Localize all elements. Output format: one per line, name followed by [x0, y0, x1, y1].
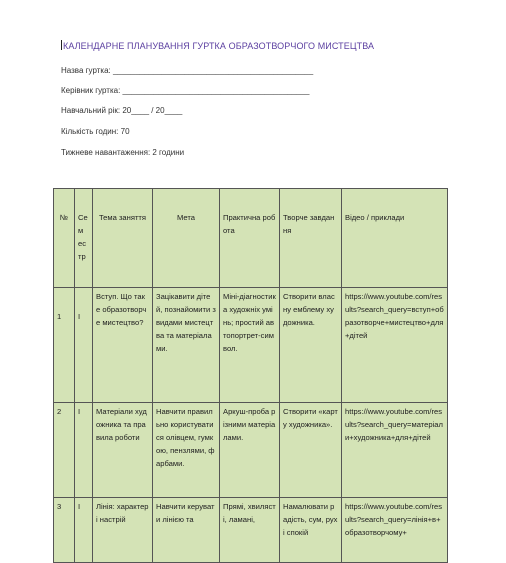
row-number: 3: [54, 498, 75, 563]
table-row: [54, 403, 448, 498]
header-topic: Тема заняття: [93, 189, 153, 288]
hours-count-field: Кількість годин: 70: [61, 127, 130, 136]
header-goal: Мета: [153, 189, 220, 288]
header-number: №: [54, 189, 75, 288]
row-semester: І: [75, 498, 93, 563]
row-goal: Навчити правильно користуватися олівцем, гумкою, пензлями, фарбами.: [153, 403, 220, 498]
header-creative: Творче завдання: [280, 189, 342, 288]
text-cursor: [61, 40, 62, 50]
row-goal: Зацікавити дітей, познайомити з видами мистецтва та матеріалами.: [153, 288, 220, 403]
document-title: [61, 40, 374, 51]
row-video-link[interactable]: https://www.youtube.com/results?search_query=лінія+в+образотворчому+: [342, 498, 448, 563]
club-leader-field[interactable]: Керівник гуртка: __________________________________________: [61, 86, 310, 95]
row-number: 1: [54, 288, 75, 403]
row-number: 2: [54, 403, 75, 498]
header-practice: Практична робота: [220, 189, 280, 288]
header-semester: Се м ес тр: [75, 189, 93, 288]
row-video-link[interactable]: https://www.youtube.com/results?search_query=вступ+образотворче+мистецтво+для+дітей: [342, 288, 448, 403]
club-name-field[interactable]: Назва гуртка: _____________________________________________: [61, 66, 314, 75]
row-topic: Лінія: характер і настрій: [93, 498, 153, 563]
row-creative: Створити власну емблему художника.: [280, 288, 342, 403]
row-semester: І: [75, 403, 93, 498]
row-practice: Прямі, хвилясті, ламані,: [220, 498, 280, 563]
table-header-row: [54, 189, 448, 288]
row-practice: Аркуш-проба різними матеріалами.: [220, 403, 280, 498]
row-topic: Вступ. Що таке образотворче мистецтво?: [93, 288, 153, 403]
header-video: Відео / приклади: [342, 189, 448, 288]
table-row: [54, 498, 448, 563]
row-goal: Навчити керувати лінією та: [153, 498, 220, 563]
row-video-link[interactable]: https://www.youtube.com/results?search_query=матеріали+художника+для+дітей: [342, 403, 448, 498]
planning-table: [53, 188, 448, 563]
row-creative: Намалювати радість, сум, рух і спокій: [280, 498, 342, 563]
row-topic: Матеріали художника та правила роботи: [93, 403, 153, 498]
table-row: [54, 288, 448, 403]
document-title-text: КАЛЕНДАРНЕ ПЛАНУВАННЯ ГУРТКА ОБРАЗОТВОРЧОГО МИСТЕЦТВА: [63, 41, 375, 51]
row-semester: І: [75, 288, 93, 403]
weekly-load-field: Тижневе навантаження: 2 години: [61, 148, 185, 157]
school-year-field[interactable]: Навчальний рік: 20____ / 20____: [61, 106, 183, 115]
row-practice: Міні-діагностика художніх умінь; простий автопортрет-символ.: [220, 288, 280, 403]
row-creative: Створити «карту художника».: [280, 403, 342, 498]
